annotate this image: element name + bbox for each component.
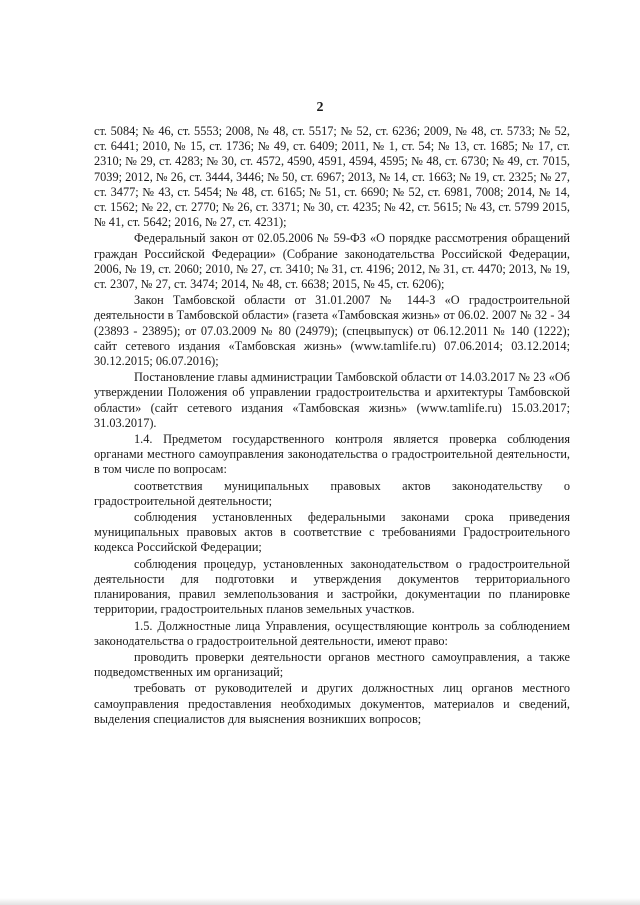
section-1-4: 1.4. Предметом государственного контроля является проверка соблюдения органами местного самоуправления законодательства о градостроительной деятельности, в том числе по вопросам: xyxy=(94,432,570,477)
page-bottom-edge xyxy=(0,898,640,905)
list-item: требовать от руководителей и других должностных лиц органов местного самоуправления предоставления необходимых документов, материалов и сведений, выделения специалистов для выяснения возникших вопросов; xyxy=(94,681,570,726)
list-item: проводить проверки деятельности органов местного самоуправления, а также подведомственных им организаций; xyxy=(94,649,570,680)
federal-law-59fz: Федеральный закон от 02.05.2006 № 59-ФЗ «О порядке рассмотрения обращений граждан Российской Федерации» (Собрание законодательства Российской Федерации, 2006, № 19, ст. 2060; 2010, № 27, ст. 3410; № 31, ст. 4196; 2012, № 31, ст. 4470; 2013, № 19, ст. 2307, № 27, ст. 3474; 2014, № 48, ст. 6638; 2015, № 45, ст. 6206); xyxy=(94,231,570,292)
tambov-law-144z: Закон Тамбовской области от 31.01.2007 № 144-З «О градостроительной деятельности в Тамбовской области» (газета «Тамбовская жизнь» от 06.02. 2007 № 32 - 34 (23893 - 23895); от 07.03.2009 № 80 (24979); (спецвыпуск) от 06.12.2011 № 140 (1222); сайт сетевого издания «Тамбовская жизнь» (www.tamlife.ru) 07.06.2014; 03.12.2014; 30.12.2015; 06.07.2016); xyxy=(94,293,570,369)
section-1-5: 1.5. Должностные лица Управления, осуществляющие контроль за соблюдением законодательства о градостроительной деятельности, имеют право: xyxy=(94,618,570,648)
governor-resolution-23: Постановление главы администрации Тамбовской области от 14.03.2017 № 23 «Об утверждении Положения об управлении градостроительства и архитектуры Тамбовской области» (сайт сетевого издания «Тамбовская жизнь» (www.tamlife.ru) 15.03.2017; 31.03.2017). xyxy=(94,370,570,430)
list-item: соответствия муниципальных правовых актов законодательству о градостроительной деятельности; xyxy=(94,478,570,508)
citation-continuation: ст. 5084; № 46, ст. 5553; 2008, № 48, ст. 5517; № 52, ст. 6236; 2009, № 48, ст. 5733; № 52, ст. 6441; 2010, № 15, ст. 1736; № 49, ст. 6409; 2011, № 1, ст. 54; № 13, ст. 1685; № 17, ст. 2310; № 29, ст. 4283; № 30, ст. 4572, 4590, 4591, 4594, 4595; № 48, ст. 6730; № 49, ст. 7015, 7039; 2012, № 26, ст. 3444, 3446; № 50, ст. 6967; 2013, № 14, ст. 1663; № 19, ст. 2325; № 27, ст. 3477; № 43, ст. 5454; № 48, ст. 6165; № 51, ст. 6690; № 52, ст. 6981, 7008; 2014, № 14, ст. 1562; № 22, ст. 2770; № 26, ст. 3371; № 30, ст. 4235; № 42, ст. 5615; № 43, ст. 5799 2015, № 41, ст. 5642; 2016, № 27, ст. 4231); xyxy=(94,124,570,230)
list-item: соблюдения установленных федеральными законами срока приведения муниципальных правовых актов в соответствие с требованиями Градостроительного кодекса Российской Федерации; xyxy=(94,510,570,555)
list-item: соблюдения процедур, установленных законодательством о градостроительной деятельности для подготовки и утверждения документов территориального планирования, правил землепользования и застройки, документации по планировке территории, градостроительных планов земельных участков. xyxy=(94,556,570,617)
page-number: 2 xyxy=(316,100,324,115)
document-body xyxy=(94,124,570,728)
